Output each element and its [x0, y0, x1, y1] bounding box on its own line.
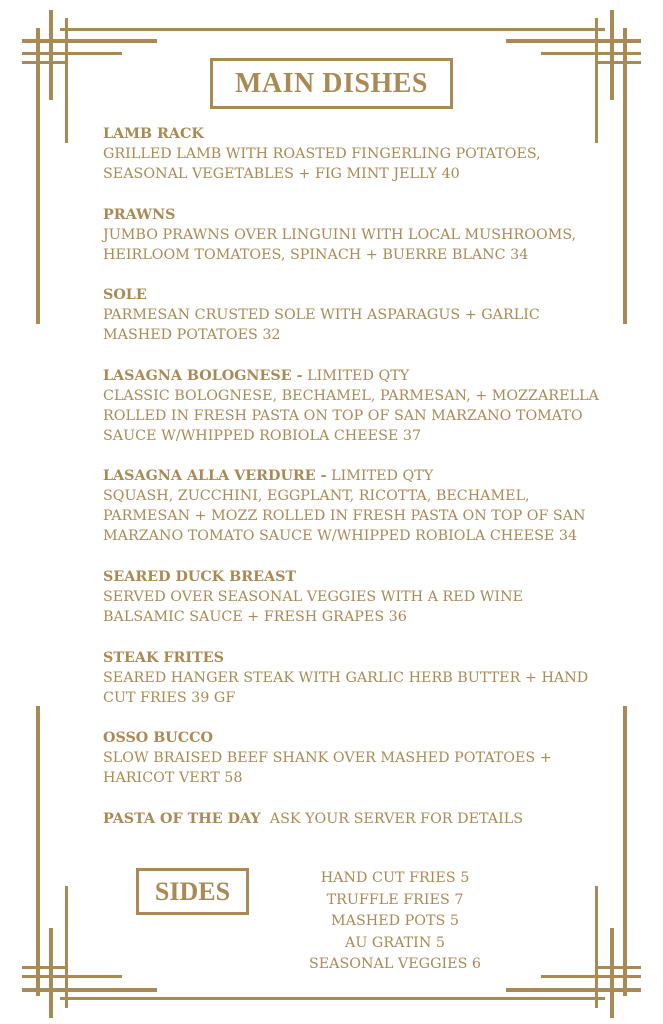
dish-description-line: HARICOT VERT 58: [103, 770, 243, 787]
dish-name: LASAGNA ALLA VERDURE -: [103, 468, 327, 485]
frame-line: [36, 706, 40, 996]
dish-description-line: SAUCE W/WHIPPED ROBIOLA CHEESE 37: [103, 427, 422, 444]
frame-line: [541, 975, 641, 978]
side-item: TRUFFLE FRIES 7: [326, 891, 464, 908]
frame-line: [623, 28, 627, 324]
dish-description-line: SQUASH, ZUCCHINI, EGGPLANT, RICOTTA, BECHAMEL,: [103, 488, 530, 505]
dish-name: LASAGNA BOLOGNESE -: [103, 367, 303, 384]
dish-name: LAMB RACK: [103, 126, 204, 142]
frame-line: [595, 61, 641, 64]
dish-item: [103, 205, 623, 265]
frame-line: [610, 928, 614, 1018]
page-title-text: MAIN DISHES: [235, 67, 428, 99]
frame-line: [595, 966, 641, 969]
frame-line: [22, 61, 68, 64]
dish-description-line: SEARED HANGER STEAK WITH GARLIC HERB BUTTER + HAND: [103, 669, 589, 686]
dish-description-line: GRILLED LAMB WITH ROASTED FINGERLING POTATOES,: [103, 146, 541, 162]
frame-line: [610, 10, 614, 100]
dish-item: [103, 366, 623, 446]
dish-list: [103, 124, 623, 849]
frame-line: [22, 39, 157, 43]
pasta-of-the-day-name: PASTA OF THE DAY: [103, 810, 261, 827]
dish-description-line: SEASONAL VEGETABLES + FIG MINT JELLY 40: [103, 166, 460, 182]
dish-description-line: CLASSIC BOLOGNESE, BECHAMEL, PARMESAN, + MOZZARELLA: [103, 387, 599, 404]
dish-description-line: MARZANO TOMATO SAUCE W/WHIPPED ROBIOLA CHEESE 34: [103, 528, 578, 545]
sides-title: [136, 868, 249, 915]
dish-description-line: PARMESAN + MOZZ ROLLED IN FRESH PASTA ON TOP OF SAN: [103, 508, 586, 525]
dish-suffix: LIMITED QTY: [326, 468, 434, 485]
dish-description-line: SERVED OVER SEASONAL VEGGIES WITH A RED WINE: [103, 588, 524, 605]
frame-line: [65, 18, 68, 143]
dish-name: SOLE: [103, 287, 147, 304]
frame-line: [60, 997, 605, 1000]
side-item: AU GRATIN 5: [345, 934, 445, 951]
dish-item: [103, 124, 623, 184]
pasta-of-the-day-detail: ASK YOUR SERVER FOR DETAILS: [260, 810, 524, 827]
frame-line: [623, 706, 627, 996]
frame-line: [506, 988, 641, 992]
dish-suffix: LIMITED QTY: [302, 367, 410, 384]
dish-description-line: HEIRLOOM TOMATOES, SPINACH + BUERRE BLANC 34: [103, 246, 529, 263]
frame-line: [506, 39, 641, 43]
page-title: [210, 58, 453, 109]
frame-line: [36, 28, 40, 324]
dish-item: [103, 466, 623, 546]
side-item: HAND CUT FRIES 5: [320, 870, 470, 886]
sides-list: [300, 868, 490, 976]
sides-title-text: SIDES: [154, 876, 231, 906]
frame-line: [22, 966, 68, 969]
dish-item: [103, 285, 623, 345]
side-item: SEASONAL VEGGIES 6: [308, 956, 482, 972]
dish-description-line: PARMESAN CRUSTED SOLE WITH ASPARAGUS + GARLIC: [103, 307, 540, 324]
dish-name: OSSO BUCCO: [103, 730, 213, 747]
dish-description-line: BALSAMIC SAUCE + FRESH GRAPES 36: [103, 608, 407, 625]
dish-description-line: ROLLED IN FRESH PASTA ON TOP OF SAN MARZANO TOMATO: [103, 407, 583, 424]
pasta-of-the-day: [103, 809, 623, 829]
dish-description-line: CUT FRIES 39 GF: [103, 689, 236, 706]
frame-line: [22, 975, 122, 978]
dish-name: STEAK FRITES: [103, 649, 224, 666]
frame-line: [49, 10, 53, 100]
dish-name: SEARED DUCK BREAST: [103, 568, 297, 585]
dish-description-line: MASHED POTATOES 32: [103, 327, 281, 344]
dish-name: PRAWNS: [103, 206, 176, 223]
side-item: MASHED POTS 5: [331, 913, 459, 929]
frame-line: [49, 928, 53, 1018]
frame-line: [60, 28, 605, 31]
dish-item: [103, 567, 623, 627]
dish-item: [103, 648, 623, 708]
dish-description-line: JUMBO PRAWNS OVER LINGUINI WITH LOCAL MUSHROOMS,: [103, 226, 577, 243]
dish-item: [103, 728, 623, 788]
frame-line: [22, 988, 157, 992]
dish-description-line: SLOW BRAISED BEEF SHANK OVER MASHED POTATOES +: [103, 750, 552, 767]
